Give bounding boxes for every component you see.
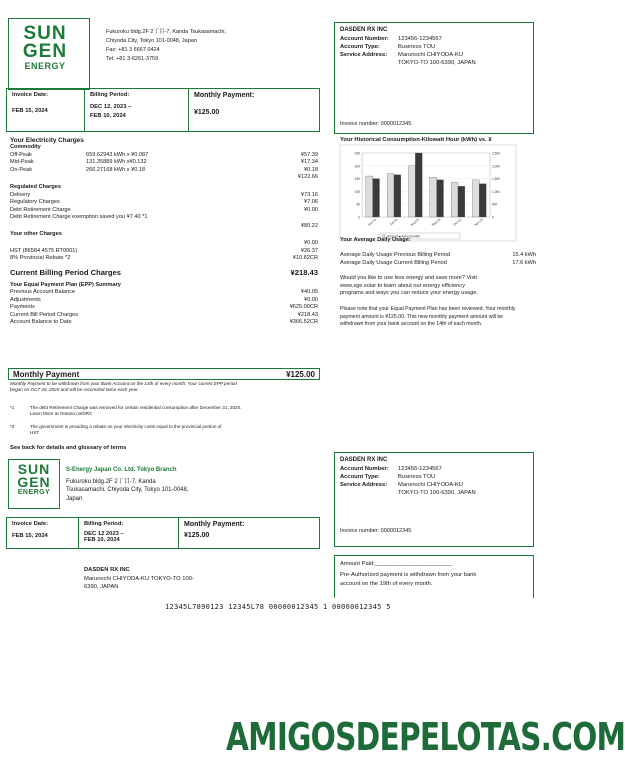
y-tick-left: 50: [356, 202, 360, 207]
y-tick-right: 2,000: [492, 164, 500, 169]
company-address: Fukuroku bldg.2F 2丁目-7, Kanda Tsukasamachi, Chiyoda City, Tokyo 101-0048, Japan Fax: +81 3 6667 0424 Tel: +81 3-6261-3759: [106, 29, 227, 62]
consumption-chart: [340, 145, 516, 241]
bar: [366, 176, 373, 217]
y-tick-left: 200: [354, 164, 360, 169]
bar: [458, 186, 465, 217]
bar: [451, 182, 458, 217]
bar: [387, 173, 394, 217]
bar: [479, 184, 486, 217]
y-tick-right: 0: [492, 215, 494, 220]
bar: [430, 177, 437, 217]
y-tick-left: 150: [354, 177, 360, 182]
y-tick-right: 2,500: [492, 151, 500, 156]
amount-paid-field[interactable]: Amount Paid:________________________: [340, 561, 453, 567]
stub-billing-summary: Invoice Date: FEB 15, 2024 Billing Period: DEC 12 2023 – FEB 10, 2024 Monthly Payment: ¥125.00: [6, 517, 320, 549]
billing-period-start: DEC 12, 2023 –: [90, 104, 132, 110]
account-info-box: DASDEN RX INC Account Number: 123456-1234567 Account Type: Business TOU Service Address: Marunochi CHIYODA-KU TOKYO-TO 100-6390, JAPAN Invoice number: 0000012345: [334, 22, 534, 134]
bar: [394, 175, 401, 217]
bar: [415, 153, 422, 217]
stub-account-box: DASDEN RX INC Account Number: 123456-1234567 Account Type: Business TOU Service Address: Marunochi CHIYODA-KU TOKYO-TO 100-6390, JAPAN Invoice number: 0000012345: [334, 452, 534, 547]
stub-company: S-Energy Japan Co. Ltd. Tokyo Branch Fukuroku bldg.2F 2丁目-7, Kanda Tsukasamachi, Chiyoda City, Tokyo 101-0048, Japan: [66, 467, 189, 502]
average-usage: Your Average Daily Usage: Average Daily Usage Previous Billing Period 15.4 kWh Average Daily Usage Current Billing Period 17.6 kWh Would you like to use less energy and save more? Visit www.sge.solar to learn about our energy efficiency programs and ways you can reduce your energy usage. Please note that your Equal Payment Plan has been reviewed. Your monthly payment amount is ¥125.00. This new monthly payment amount will be withdrawn from your bank account on the 14th of each month.: [340, 237, 536, 328]
x-tick-label: Jun-23: [367, 217, 378, 227]
invoice-date: FEB 15, 2024: [12, 108, 48, 114]
billing-period-end: FEB 10, 2024: [90, 113, 126, 119]
stub-customer: DASDEN RX INC Marunochi CHIYODA-KU TOKYO-TO 100- 6390, JAPAN: [84, 567, 194, 591]
y-tick-right: 1,000: [492, 189, 500, 194]
amount-paid-box: Amount Paid:________________________ Pre-Authorized payment is withdrawn from your bank account on the 19th of every month.: [334, 555, 534, 598]
bar: [437, 180, 444, 217]
footnote-2: *2 The government is providing a rebate on your electricity costs equal to the provincial portion of HST: [10, 424, 222, 435]
y-tick-left: 0: [358, 215, 360, 220]
account-type: Business TOU: [398, 44, 436, 50]
service-address: Marunochi CHIYODA-KU TOKYO-TO 100-6390, JAPAN: [398, 52, 476, 66]
footnote-1: *1 The debt Retirement Charge was removed for certain residential consumption after December 31, 2020. Learn More at Ontario.ca/DRC: [10, 405, 242, 416]
current-charges-label: Current Billing Period Charges: [10, 267, 121, 277]
plot-area: [362, 153, 490, 217]
watermark: AMIGOSDEPELOTAS.COM: [226, 715, 625, 759]
monthly-payment-bar: Monthly Payment ¥125.00: [8, 368, 320, 380]
monthly-payment-amount: ¥125.00: [194, 109, 220, 116]
company-logo: [8, 18, 90, 90]
payment-barcode-line: 12345L7890123 12345L78 00000012345 1 00000012345 5: [165, 603, 391, 611]
y-tick-right: 1,500: [492, 177, 500, 182]
see-back-note: See back for details and glossary of terms: [10, 445, 127, 451]
stub-logo: SUN GEN ENERGY: [8, 459, 60, 509]
x-tick-label: Nov-23: [473, 217, 484, 228]
logo-line2: GEN: [22, 41, 68, 62]
billing-summary: Invoice Date: FEB 15, 2024 Billing Period: DEC 12, 2023 – FEB 10, 2024 Monthly Payment: ¥125.00: [6, 88, 320, 132]
y-tick-left: 100: [354, 189, 360, 194]
x-tick-label: Oct-23: [452, 217, 463, 227]
withdraw-note: Monthly Payment to be withdrawn from your Bank Account on the 14th of every month. Your current EPP period began on OCT 26, 2020 and will be reconciled twice each year.: [10, 381, 237, 392]
legend-text: Amount ■ Amount kWh: [387, 234, 420, 239]
electricity-charges: Your Electricity Charges Commodity Off-Peak 659.62943 kWh x ¥0.087 ¥57.39 Mid-Peak 131.35889 kWh x¥0.132 ¥17.34 On-Peak 266.27168 kWh x ¥0.18 ¥0.18 ¥122.66 Regulated Charges Delivery ¥73.16 Regulatory Charges ¥7.06 Debt Retirement Charge ¥0.00 Debt Retirement Charge exemption saved you ¥7.40 *1 ¥80.22 Your other Charges ¥0.00 HST (86584 4575 RT0001) ¥26.37 8% Provincial Rebate *2 ¥10.82CR Current Billing Period Charges ¥218.43 Your Equal Payment Plan (EPP) Summary Previous Account Balance ¥40.05 Adjustments ¥0.00 Payments ¥625.00CR Current Bill Period Charges ¥218.43 Account Balance to Date ¥366.52CR: [10, 137, 318, 325]
y-tick-right: 500: [492, 202, 498, 207]
account-number: 123456-1234567: [398, 36, 442, 42]
logo-line3: ENERGY: [24, 61, 66, 71]
logo-line1: SUN: [23, 23, 67, 44]
chart-title: Your Historical Consumption-Kilowatt Hour (kWh) vs. ¥: [340, 137, 492, 143]
y-tick-left: 250: [354, 151, 360, 156]
invoice-number: Invoice number: 0000012345: [340, 121, 412, 127]
x-tick-label: Aug-23: [409, 217, 420, 228]
account-title: DASDEN RX INC: [340, 27, 388, 33]
x-tick-label: Sep-23: [430, 217, 442, 228]
bar: [409, 166, 416, 217]
bar: [473, 180, 480, 217]
x-tick-label: Jul-23: [388, 217, 398, 227]
bar: [373, 179, 380, 217]
current-charges-amount: ¥218.43: [290, 267, 318, 277]
